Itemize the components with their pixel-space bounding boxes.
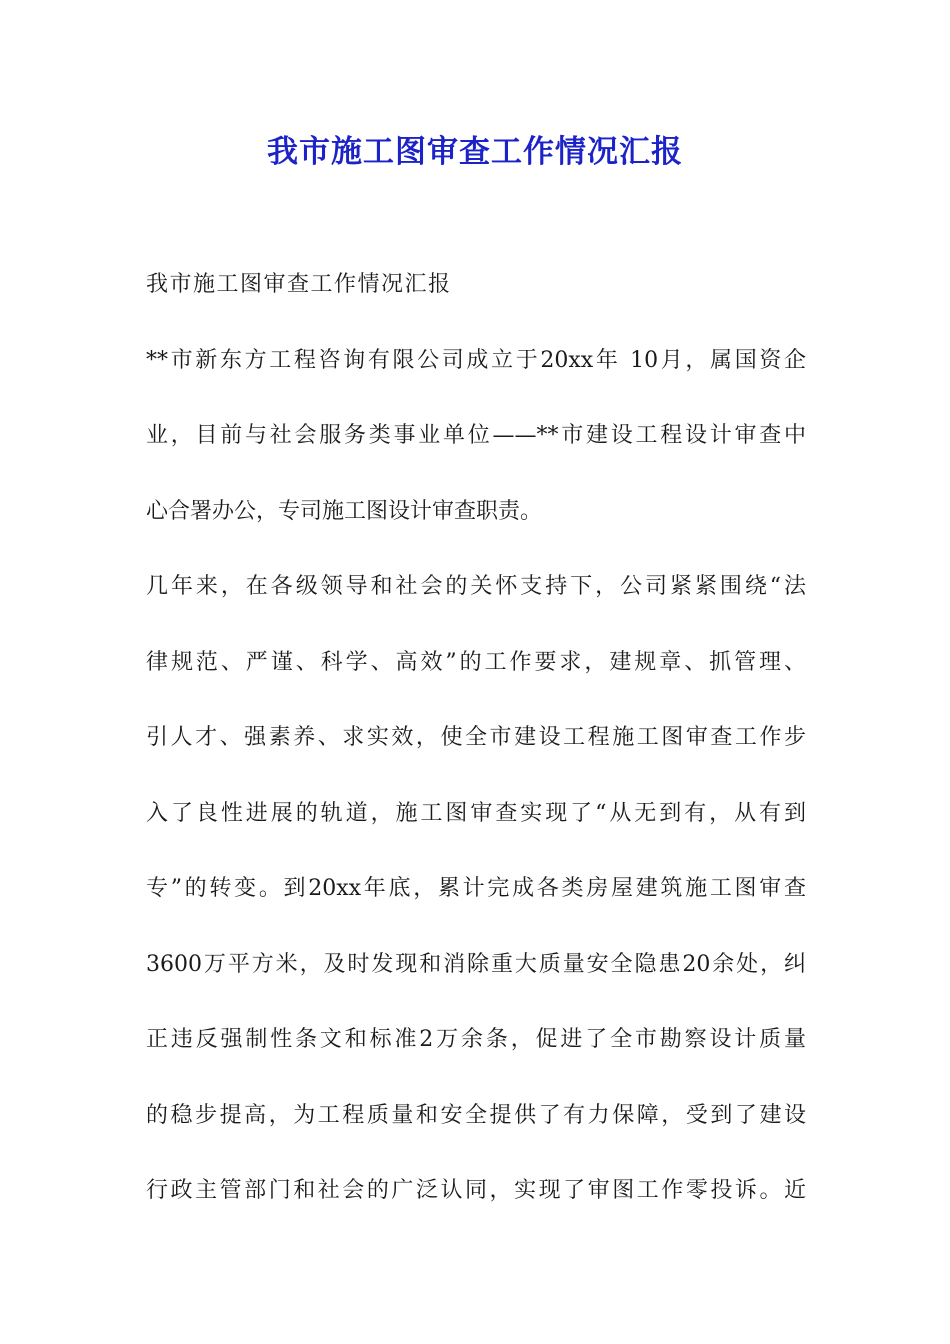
- paragraph-line: 的稳步提高，为工程质量和安全提供了有力保障，受到了建设: [146, 1102, 806, 1128]
- paragraph-line: 专”的转变。到20xx年底，累计完成各类房屋建筑施工图审查: [146, 876, 806, 901]
- paragraph-line: **市新东方工程咨询有限公司成立于20xx年 10月，属国资企: [146, 347, 806, 373]
- paragraph-line: 律规范、严谨、科学、高效”的工作要求，建规章、抓管理、: [146, 649, 806, 675]
- paragraph-line: 行政主管部门和社会的广泛认同，实现了审图工作零投诉。近: [146, 1178, 806, 1203]
- paragraph-line: 引人才、强素养、求实效，使全市建设工程施工图审查工作步: [146, 725, 806, 750]
- document-title: 我市施工图审查工作情况汇报: [267, 134, 683, 170]
- document-body: [146, 262, 806, 1244]
- paragraph-line: 3600万平方米，及时发现和消除重大质量安全隐患20余处，纠: [146, 951, 806, 977]
- paragraph-line: 几年来，在各级领导和社会的关怀支持下，公司紧紧围绕“法: [146, 574, 806, 599]
- document-subtitle: 我市施工图审查工作情况汇报: [146, 272, 452, 297]
- paragraph-line: 业，目前与社会服务类事业单位——**市建设工程设计审查中: [146, 423, 806, 448]
- paragraph-line: 心合署办公，专司施工图设计审查职责。: [146, 498, 543, 524]
- paragraph-1: [146, 338, 806, 534]
- paragraph-line: 入了良性进展的轨道，施工图审查实现了“从无到有，从有到: [146, 800, 806, 826]
- paragraph-line: 正违反强制性条文和标准2万余条，促进了全市勘察设计质量: [146, 1027, 806, 1052]
- paragraph-2: [146, 564, 806, 1213]
